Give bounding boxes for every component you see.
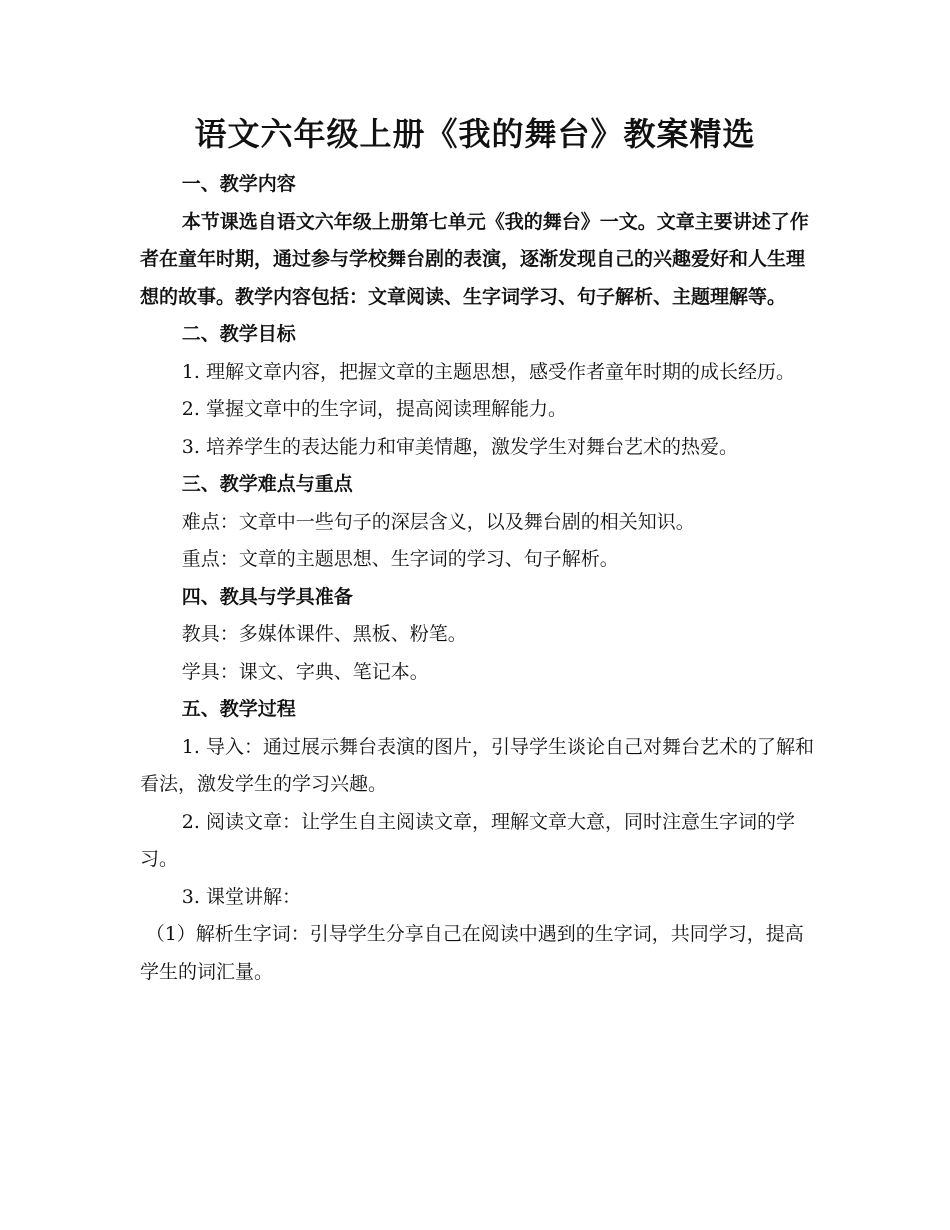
document-title: 语文六年级上册《我的舞台》教案精选 xyxy=(194,115,756,153)
paragraph: 2. 掌握文章中的生字词，提高阅读理解能力。 xyxy=(181,398,567,420)
paragraph: 3. 培养学生的表达能力和审美情趣，激发学生对舞台艺术的热爱。 xyxy=(181,435,738,458)
paragraph: （1）解析生字词：引导学生分享自己在阅读中遇到的生字词，共同学习，提高学生的词汇量。 xyxy=(140,923,804,983)
paragraph: 教具：多媒体课件、黑板、粉笔。 xyxy=(181,623,467,645)
paragraph: 1. 理解文章内容，把握文章的主题思想，感受作者童年时期的成长经历。 xyxy=(181,360,795,383)
paragraph: 3. 课堂讲解： xyxy=(181,885,301,908)
paragraph: 本节课选自语文六年级上册第七单元《我的舞台》一文。文章主要讲述了作者在童年时期，通过参与学校舞台剧的表演，逐渐发现自己的兴趣爱好和人生理想的故事。教学内容包括：文章阅读、生字词学习、句子解析、主题理解等。 xyxy=(140,210,809,308)
paragraph: 难点：文章中一些句子的深层含义，以及舞台剧的相关知识。 xyxy=(181,510,695,533)
document-body xyxy=(140,166,820,991)
paragraph: 1. 导入：通过展示舞台表演的图片，引导学生谈论自己对舞台艺术的了解和看法，激发学生的学习兴趣。 xyxy=(140,735,814,795)
section-heading: 四、教具与学具准备 xyxy=(181,585,353,608)
paragraph: 重点：文章的主题思想、生字词的学习、句子解析。 xyxy=(181,548,619,570)
section-heading: 二、教学目标 xyxy=(181,323,296,345)
section-heading: 一、教学内容 xyxy=(181,173,296,195)
paragraph: 2. 阅读文章：让学生自主阅读文章，理解文章大意，同时注意生字词的学习。 xyxy=(140,810,795,870)
section-heading: 五、教学过程 xyxy=(181,698,296,720)
section-heading: 三、教学难点与重点 xyxy=(181,473,353,495)
paragraph: 学具：课文、字典、笔记本。 xyxy=(181,660,429,683)
